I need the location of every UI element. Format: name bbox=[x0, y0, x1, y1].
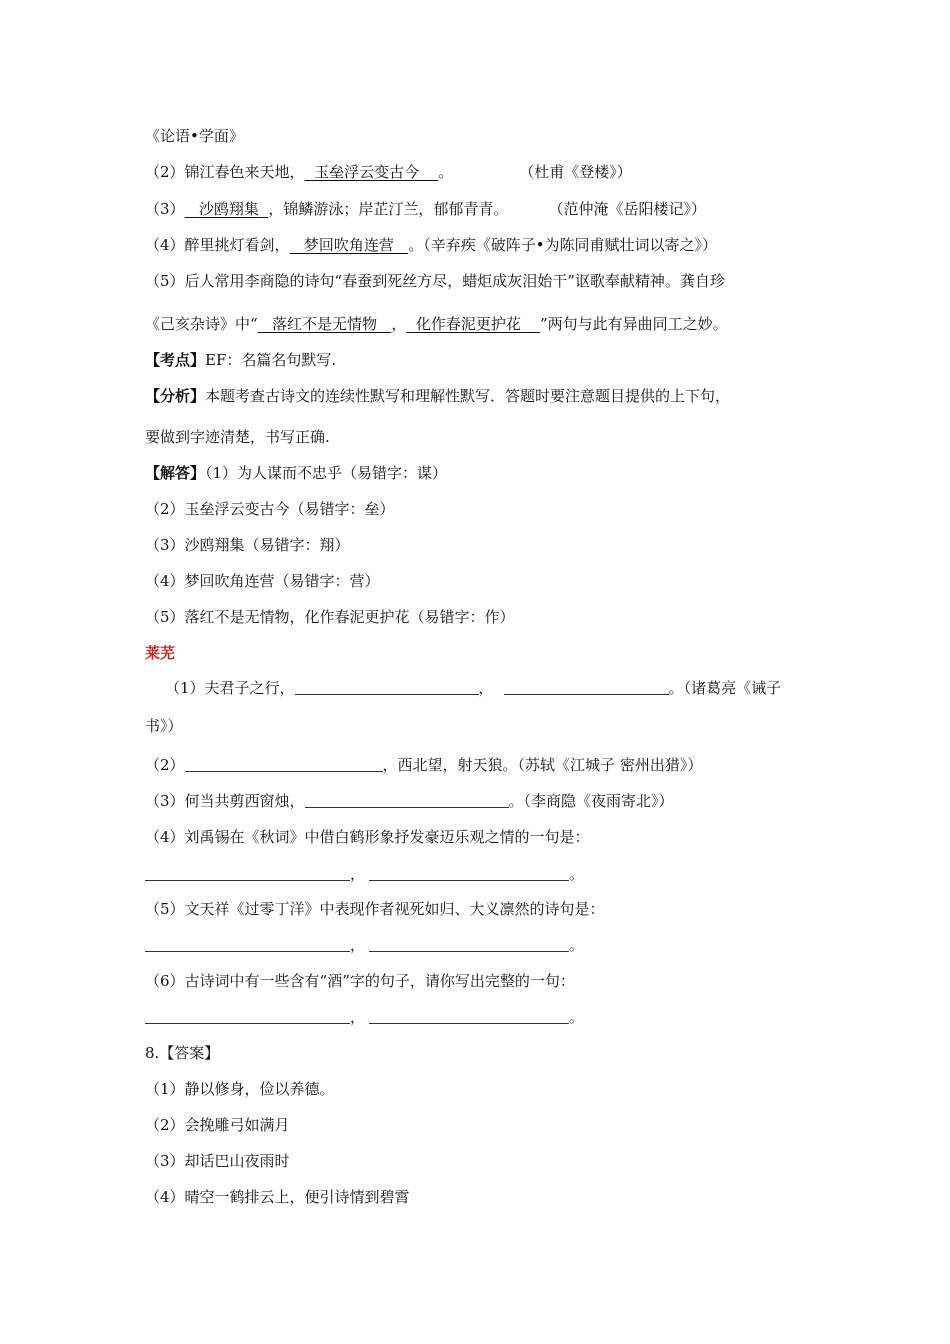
answer-blank[interactable] bbox=[145, 866, 350, 881]
answer-blank[interactable] bbox=[369, 1009, 569, 1024]
fenxi-text: 本题考查古诗文的连续性默写和理解性默写．答题时要注意题目提供的上下句， bbox=[205, 387, 731, 405]
question-text: ，锦鳞游泳；岸芷汀兰，郁郁青青。 bbox=[268, 200, 509, 218]
fenxi-text: 要做到字迹清楚，书写正确. bbox=[145, 428, 330, 446]
punctuation: 。 bbox=[569, 1008, 585, 1026]
question-5-line-1 bbox=[145, 271, 860, 291]
jieda-item: （4）梦回吹角连营（易错字：营） bbox=[145, 572, 380, 590]
laiwu-q2-line bbox=[145, 755, 860, 775]
jieda-tag: 【解答】 bbox=[145, 464, 206, 482]
jieda-item: （3）沙鸥翔集（易错字：翔） bbox=[145, 536, 350, 554]
answer-fill: 落红不是无情物 bbox=[271, 315, 377, 333]
punctuation: ， bbox=[350, 865, 366, 883]
jieda-line-4 bbox=[145, 571, 860, 591]
laiwu-q5-blanks bbox=[145, 935, 860, 955]
question-text: （4）醉里挑灯看剑， bbox=[145, 236, 290, 254]
question-text: （5）文天祥《过零丁洋》中表现作者视死如归、大义凛然的诗句是： bbox=[145, 900, 605, 918]
question-text: 。（诸葛亮《诫子 bbox=[668, 679, 782, 697]
answer-blank[interactable] bbox=[145, 1009, 350, 1024]
answer-item-2: （2）会挽雕弓如满月 bbox=[145, 1116, 290, 1134]
answer-blank[interactable] bbox=[504, 680, 669, 695]
jieda-line-5 bbox=[145, 607, 860, 627]
punctuation: ， bbox=[350, 1008, 366, 1026]
answer-item-4: （4）晴空一鹤排云上，便引诗情到碧霄 bbox=[145, 1188, 410, 1206]
source-reference: （杜甫《登楼》） bbox=[519, 163, 632, 181]
question-text: （2）锦江春色来天地， bbox=[145, 163, 305, 181]
answer-item-1: （1）静以修身，俭以养德。 bbox=[145, 1080, 335, 1098]
question-text: ”两句与此有异曲同工之妙。 bbox=[539, 315, 728, 333]
question-text: （3）何当共剪西窗烛， bbox=[145, 792, 305, 810]
answer-blank[interactable] bbox=[369, 937, 569, 952]
answer-item-3: （3）却话巴山夜雨时 bbox=[145, 1152, 290, 1170]
question-text: （2） bbox=[145, 756, 185, 774]
source-reference: （范仲淹《岳阳楼记》） bbox=[548, 200, 706, 218]
jieda-line-1 bbox=[145, 463, 860, 483]
answer-title: 8.【答案】 bbox=[145, 1044, 220, 1062]
answer-blank[interactable] bbox=[305, 793, 509, 808]
jieda-item: （1）为人谋而不忠乎（易错字：谋） bbox=[205, 464, 448, 482]
answer-blank[interactable] bbox=[369, 866, 569, 881]
laiwu-q4-line bbox=[145, 827, 860, 847]
jieda-line-2 bbox=[145, 499, 860, 519]
jieda-line-3 bbox=[145, 535, 860, 555]
answer-blank[interactable] bbox=[295, 680, 479, 695]
fenxi-line-2 bbox=[145, 427, 860, 447]
fenxi-tag: 【分析】 bbox=[145, 387, 206, 405]
question-text: （5）后人常用李商隐的诗句“春蚕到死丝方尽，蜡炬成灰泪始干”讴歌奉献精神。龚自珍 bbox=[145, 272, 725, 290]
question-text: 。（李商隐《夜雨寄北》） bbox=[508, 792, 674, 810]
question-text: 《己亥杂诗》中“ bbox=[145, 315, 258, 333]
source-citation bbox=[145, 126, 860, 146]
laiwu-q6-line bbox=[145, 971, 860, 991]
laiwu-q3-line bbox=[145, 791, 860, 811]
question-text: （1）夫君子之行， bbox=[165, 679, 295, 697]
jieda-item: （2）玉垒浮云变古今（易错字：垒） bbox=[145, 500, 395, 518]
question-2-line bbox=[145, 162, 860, 182]
answer-fill: 化作春泥更护花 bbox=[415, 315, 521, 333]
punctuation: ， bbox=[478, 679, 494, 697]
answer-fill: 沙鸥翔集 bbox=[198, 200, 259, 218]
laiwu-q4-blanks bbox=[145, 864, 860, 884]
question-text: ，西北望，射天狼。（苏轼《江城子 密州出猎》） bbox=[382, 756, 703, 774]
question-text: 书》） bbox=[145, 717, 183, 735]
kaodian-line bbox=[145, 350, 860, 370]
jieda-item: （5）落红不是无情物，化作春泥更护花（易错字：作） bbox=[145, 608, 515, 626]
punctuation: ， bbox=[391, 315, 407, 333]
fenxi-line-1 bbox=[145, 386, 860, 406]
source-text: 《论语•学面》 bbox=[145, 127, 244, 145]
laiwu-q6-blanks bbox=[145, 1007, 860, 1027]
answer-fill: 梦回吹角连营 bbox=[303, 236, 394, 254]
question-text: （4）刘禹锡在《秋词》中借白鹤形象抒发豪迈乐观之情的一句是： bbox=[145, 828, 590, 846]
laiwu-q5-line bbox=[145, 899, 860, 919]
question-text: （3） bbox=[145, 200, 185, 218]
kaodian-text: EF：名篇名句默写. bbox=[205, 351, 337, 369]
question-4-line bbox=[145, 235, 860, 255]
punctuation: ， bbox=[350, 936, 366, 954]
punctuation: 。 bbox=[438, 163, 454, 181]
question-text: （6）古诗词中有一些含有“酒”字的句子，请你写出完整的一句： bbox=[145, 972, 575, 990]
punctuation: 。 bbox=[569, 936, 585, 954]
laiwu-q1-continued bbox=[145, 716, 860, 736]
question-5-line-2 bbox=[145, 314, 860, 334]
question-text: 。（辛弃疾《破阵子•为陈同甫赋壮词以寄之》） bbox=[408, 236, 718, 254]
question-3-line bbox=[145, 199, 860, 219]
laiwu-q1-line bbox=[165, 678, 860, 698]
kaodian-tag: 【考点】 bbox=[145, 351, 206, 369]
answer-blank[interactable] bbox=[145, 937, 350, 952]
answer-blank[interactable] bbox=[185, 757, 383, 772]
answer-fill: 玉垒浮云变古今 bbox=[314, 163, 420, 181]
punctuation: 。 bbox=[569, 865, 585, 883]
section-title: 莱芜 bbox=[145, 644, 176, 662]
